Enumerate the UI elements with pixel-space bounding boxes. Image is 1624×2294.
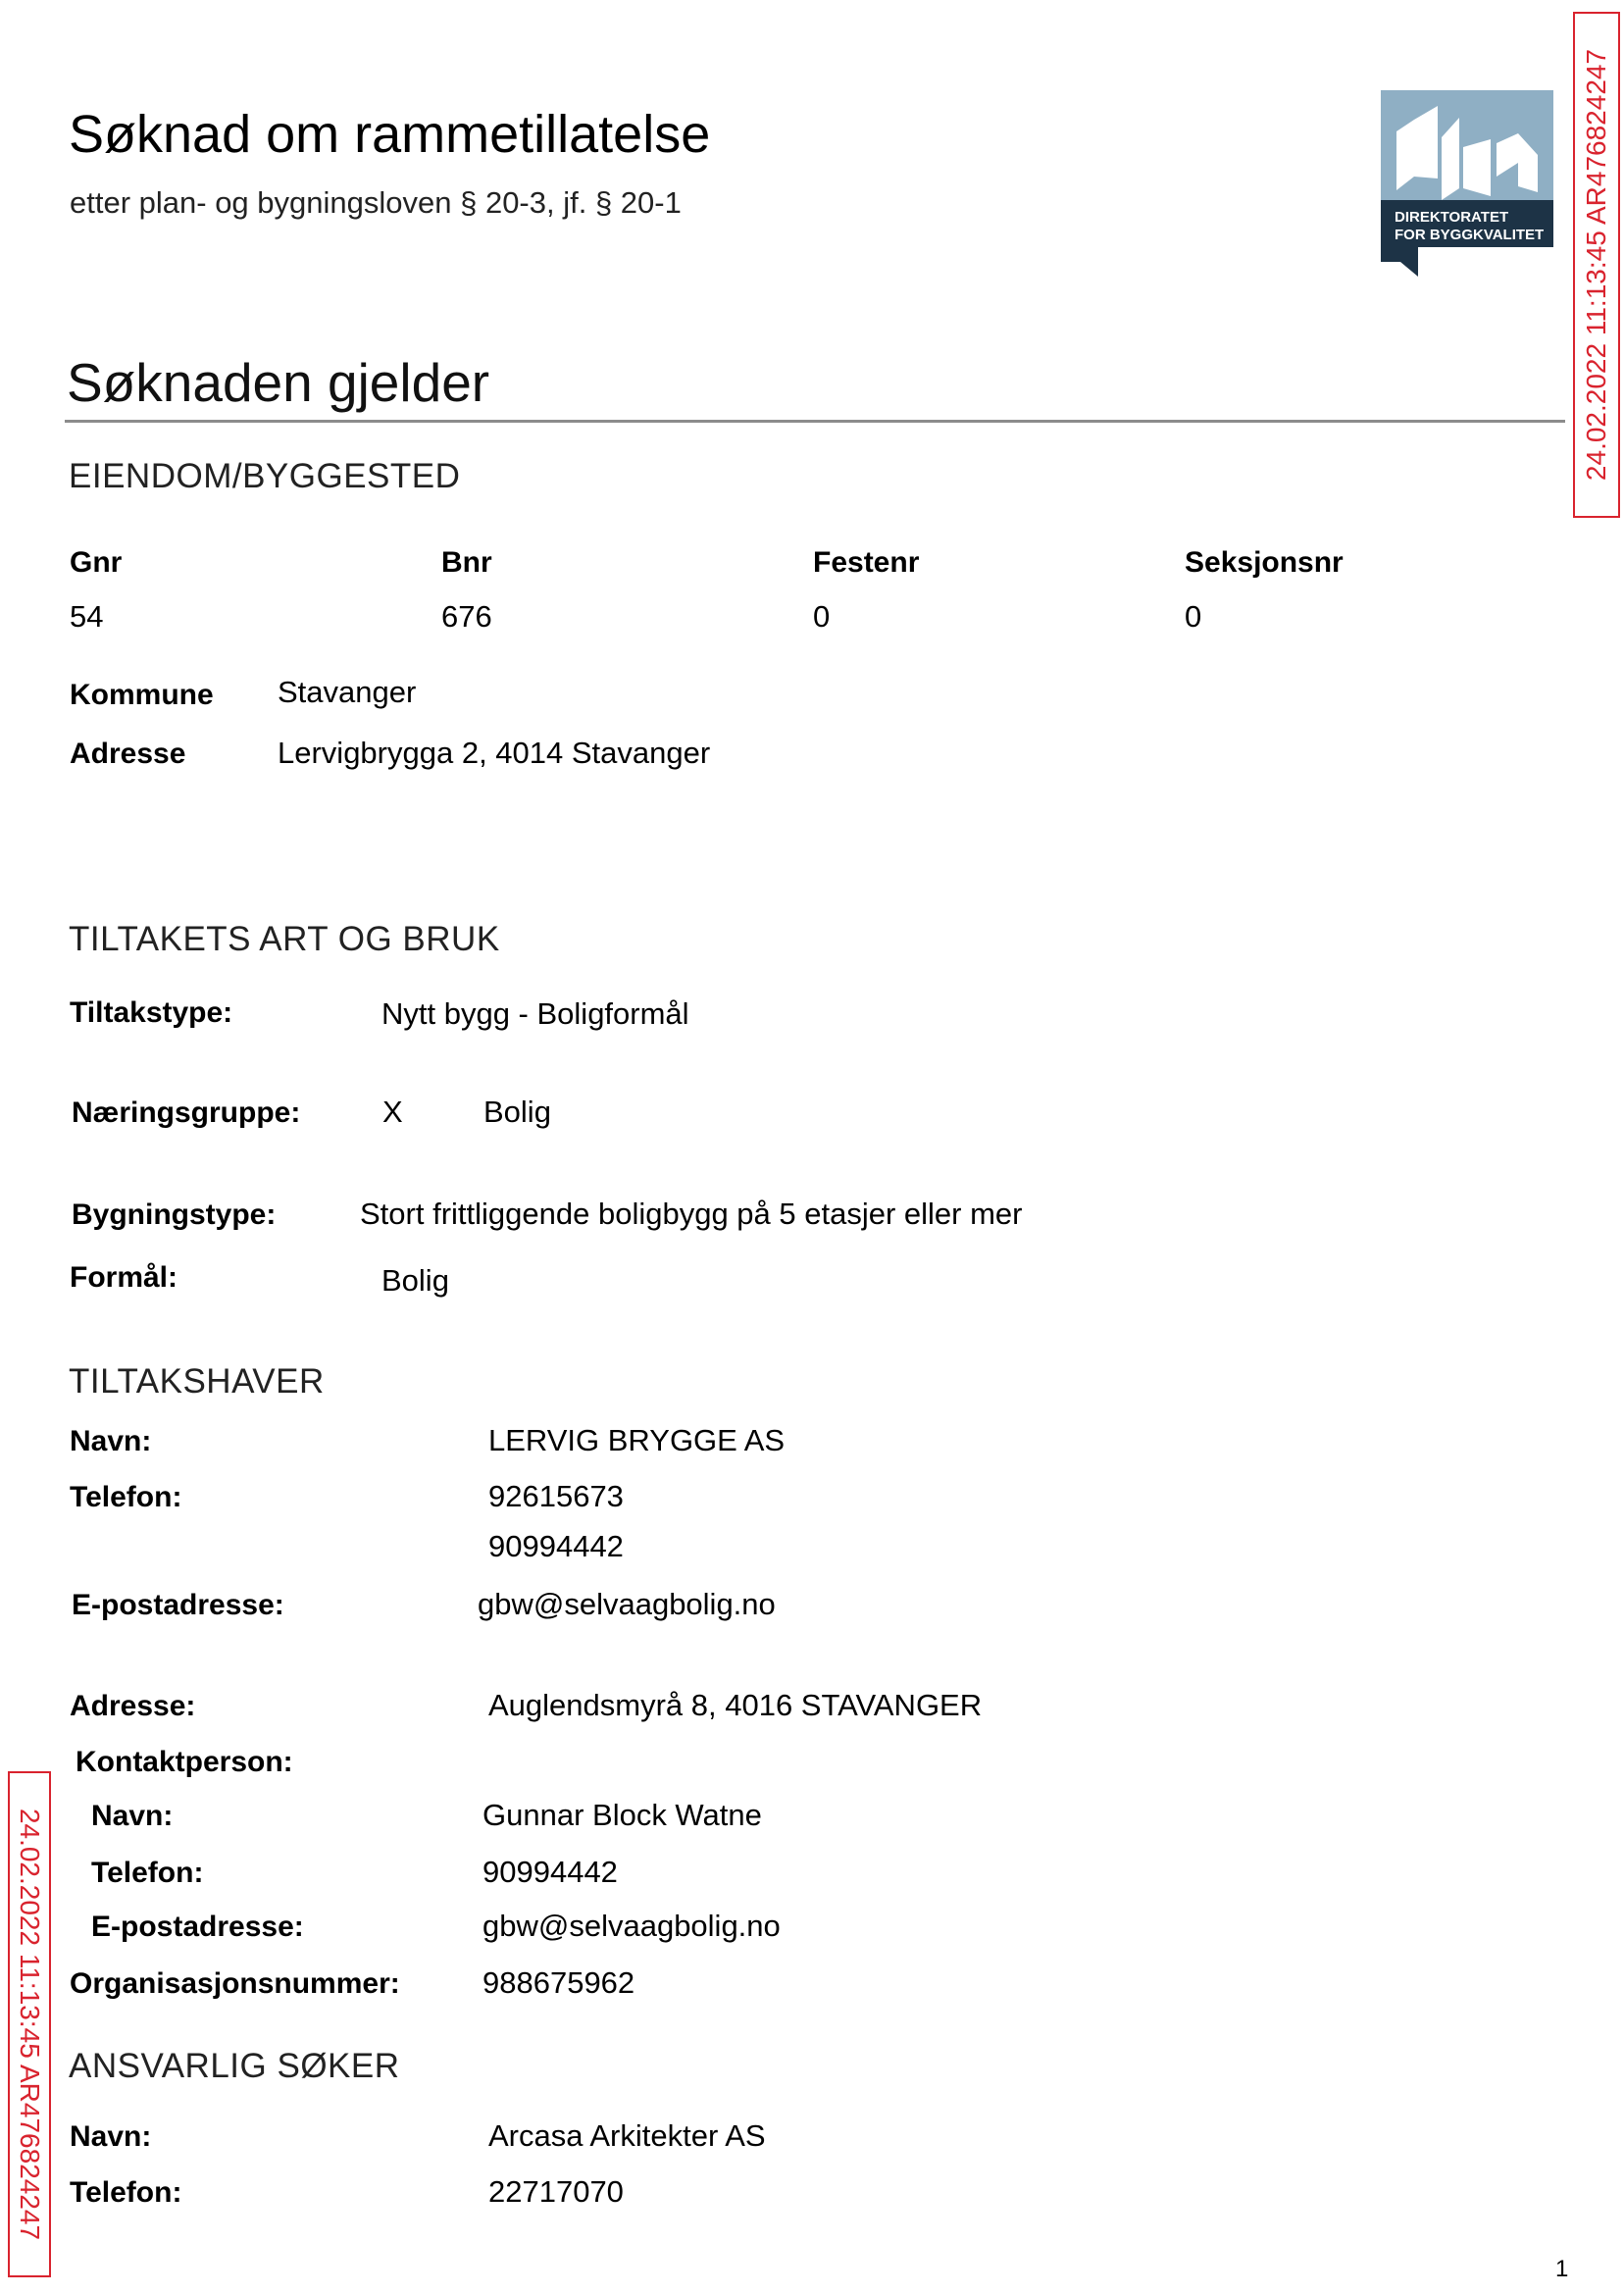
tiltakstype-label: Tiltakstype: — [70, 996, 233, 1029]
ansvarlig-telefon-value: 22717070 — [488, 2174, 624, 2209]
kommune-label: Kommune — [70, 679, 214, 711]
ansvarlig-navn-label: Navn: — [70, 2120, 152, 2153]
tiltakshaver-navn-label: Navn: — [70, 1425, 152, 1457]
orgnr-value: 988675962 — [482, 1965, 635, 2000]
gnr-label: Gnr — [70, 546, 123, 579]
logo-line2: FOR BYGGKVALITET — [1395, 227, 1545, 243]
tiltak-heading: TILTAKETS ART OG BRUK — [69, 920, 500, 958]
kontakt-epost-label: E-postadresse: — [91, 1911, 304, 1943]
stamp-text-right: 24.02.2022 11:13:45 AR476824247 — [1581, 48, 1611, 482]
naeringsgruppe-value: Bolig — [483, 1095, 551, 1129]
gnr-value: 54 — [70, 599, 104, 634]
stamp-text-left: 24.02.2022 11:13:45 AR476824247 — [15, 1808, 45, 2241]
tiltakshaver-epost-label: E-postadresse: — [72, 1589, 284, 1621]
ansvarlig-heading: ANSVARLIG SØKER — [69, 2047, 400, 2085]
adresse-value: Lervigbrygga 2, 4014 Stavanger — [278, 736, 711, 770]
timestamp-stamp-left — [8, 1771, 51, 2277]
eiendom-heading: EIENDOM/BYGGESTED — [69, 457, 461, 495]
formal-label: Formål: — [70, 1261, 178, 1294]
adresse-label: Adresse — [70, 738, 186, 770]
festenr-value: 0 — [813, 599, 831, 634]
dibk-logo — [1381, 90, 1553, 277]
tiltakshaver-navn-value: LERVIG BRYGGE AS — [488, 1423, 786, 1457]
kontakt-telefon-value: 90994442 — [482, 1855, 618, 1889]
naeringsgruppe-code: X — [382, 1095, 403, 1129]
ansvarlig-navn-value: Arcasa Arkitekter AS — [488, 2118, 766, 2153]
logo-line1: DIREKTORATET — [1395, 209, 1509, 226]
kontakt-navn-label: Navn: — [91, 1800, 174, 1832]
ansvarlig-telefon-label: Telefon: — [70, 2176, 182, 2209]
dibk-logo-icon — [1381, 90, 1553, 277]
seksjonsnr-label: Seksjonsnr — [1185, 546, 1344, 579]
document-subtitle: etter plan- og bygningsloven § 20-3, jf. § 20-1 — [70, 185, 682, 220]
formal-value: Bolig — [381, 1263, 449, 1298]
tiltakshaver-telefon-label: Telefon: — [70, 1481, 182, 1513]
tiltakshaver-telefon1-value: 92615673 — [488, 1479, 624, 1513]
kontaktperson-label: Kontaktperson: — [76, 1746, 293, 1778]
tiltakstype-value: Nytt bygg - Boligformål — [381, 996, 689, 1031]
section-divider — [65, 420, 1565, 423]
kontakt-navn-value: Gunnar Block Watne — [482, 1798, 762, 1832]
bygningstype-value: Stort frittliggende boligbygg på 5 etasjer eller mer — [360, 1197, 1023, 1231]
festenr-label: Festenr — [813, 546, 920, 579]
bnr-value: 676 — [441, 599, 492, 634]
orgnr-label: Organisasjonsnummer: — [70, 1967, 400, 2000]
seksjonsnr-value: 0 — [1185, 599, 1202, 634]
page-number: 1 — [1555, 2256, 1569, 2282]
tiltakshaver-telefon2-value: 90994442 — [488, 1529, 624, 1563]
section-title: Søknaden gjelder — [67, 352, 490, 413]
document-title: Søknad om rammetillatelse — [69, 105, 711, 164]
kontakt-epost-value: gbw@selvaagbolig.no — [482, 1909, 781, 1943]
tiltakshaver-adresse-value: Auglendsmyrå 8, 4016 STAVANGER — [488, 1688, 983, 1722]
bygningstype-label: Bygningstype: — [72, 1198, 277, 1231]
kontakt-telefon-label: Telefon: — [91, 1857, 204, 1889]
naeringsgruppe-label: Næringsgruppe: — [72, 1096, 301, 1129]
tiltakshaver-heading: TILTAKSHAVER — [69, 1362, 325, 1401]
timestamp-stamp-right — [1573, 12, 1620, 518]
tiltakshaver-epost-value: gbw@selvaagbolig.no — [478, 1587, 776, 1621]
bnr-label: Bnr — [441, 546, 492, 579]
tiltakshaver-adresse-label: Adresse: — [70, 1690, 196, 1722]
kommune-value: Stavanger — [278, 675, 417, 709]
